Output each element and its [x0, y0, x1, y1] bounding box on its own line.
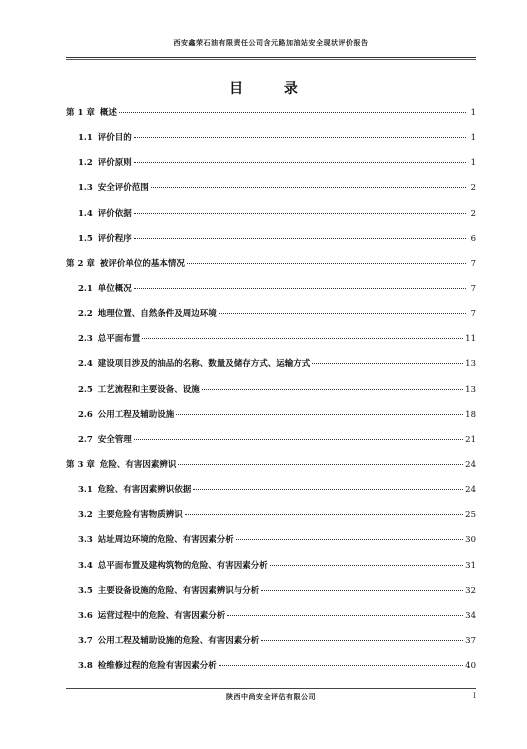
toc-section-entry[interactable] [66, 383, 476, 408]
toc-entry-number: 第 2 章 [66, 258, 95, 269]
toc-leader-dots [261, 590, 463, 591]
toc-entry-page: 34 [465, 610, 476, 621]
toc-entry-number: 2.6 [78, 409, 93, 420]
toc-section-entry[interactable] [66, 307, 476, 332]
toc-entry-title: 评价原则 [97, 158, 132, 169]
toc-section-entry[interactable] [66, 408, 476, 433]
toc-entry-number: 3.3 [78, 535, 93, 546]
toc-leader-dots [219, 665, 463, 666]
toc-title: 目 录 [229, 81, 316, 97]
toc-leader-dots [236, 539, 463, 540]
toc-entry-title: 总平面布置及建构筑物的危险、有害因素分析 [97, 560, 268, 571]
toc-leader-dots [134, 439, 463, 440]
toc-entry-number: 3.2 [78, 510, 93, 521]
toc-entry-title: 总平面布置 [97, 334, 141, 345]
toc-entry-page: 32 [465, 585, 476, 596]
toc-entry-page: 31 [465, 560, 476, 571]
toc-entry-title: 评价程序 [97, 233, 132, 244]
toc-leader-dots [134, 213, 466, 214]
toc-entry-title: 评价目的 [97, 133, 132, 144]
toc-entry-page: 1 [470, 133, 476, 144]
toc-entry-number: 1.5 [78, 233, 93, 244]
toc-entry-title: 被评价单位的基本情况 [99, 258, 185, 269]
toc-section-entry[interactable] [66, 232, 476, 257]
toc-entry-title: 公用工程及辅助设施 [97, 409, 175, 420]
toc-entry-number: 3.8 [78, 661, 93, 672]
toc-leader-dots [142, 338, 463, 339]
toc-leader-dots [134, 288, 466, 289]
toc-entry-title: 检维修过程的危险有害因素分析 [97, 661, 217, 672]
toc-entry-number: 2.2 [78, 309, 93, 320]
toc-leader-dots [193, 489, 463, 490]
toc-chapter-entry[interactable] [66, 257, 476, 282]
toc-entry-page: 21 [465, 434, 476, 445]
toc-chapter-entry[interactable] [66, 458, 476, 483]
toc-entry-title: 评价依据 [97, 208, 132, 219]
toc-entry-page: 6 [470, 233, 476, 244]
toc-section-entry[interactable] [66, 659, 476, 684]
toc-entry-title: 地理位置、自然条件及周边环境 [97, 309, 217, 320]
toc-leader-dots [119, 112, 466, 113]
toc-entry-number: 1.3 [78, 183, 93, 194]
toc-entry-title: 运营过程中的危险、有害因素分析 [97, 610, 226, 621]
toc-section-entry[interactable] [66, 609, 476, 634]
toc-entry-number: 3.4 [78, 560, 93, 571]
toc-section-entry[interactable] [66, 332, 476, 357]
toc-entry-page: 25 [465, 510, 476, 521]
toc-section-entry[interactable] [66, 559, 476, 584]
toc-entry-page: 13 [465, 359, 476, 370]
toc-leader-dots [134, 137, 466, 138]
toc-section-entry[interactable] [66, 131, 476, 156]
toc-leader-dots [219, 313, 466, 314]
toc-entry-title: 站址周边环境的危险、有害因素分析 [97, 535, 234, 546]
toc-entry-number: 3.5 [78, 585, 93, 596]
toc-section-entry[interactable] [66, 483, 476, 508]
toc-entry-page: 24 [465, 459, 476, 470]
toc-entry-number: 2.7 [78, 434, 93, 445]
toc-entry-number: 第 3 章 [66, 459, 95, 470]
toc-entry-title: 主要设备设施的危险、有害因素辨识与分析 [97, 585, 260, 596]
toc-entry-number: 2.5 [78, 384, 93, 395]
toc-leader-dots [151, 187, 466, 188]
toc-leader-dots [312, 363, 463, 364]
toc-leader-dots [261, 640, 463, 641]
toc-entry-number: 第 1 章 [66, 108, 95, 118]
toc-section-entry[interactable] [66, 533, 476, 558]
toc-leader-dots [187, 263, 466, 264]
toc-leader-dots [227, 615, 463, 616]
toc-section-entry[interactable] [66, 357, 476, 382]
toc-entry-number: 3.6 [78, 610, 93, 621]
toc-entry-number: 2.3 [78, 334, 93, 345]
table-of-contents [66, 106, 476, 684]
toc-entry-title: 工艺流程和主要设备、设施 [97, 384, 200, 395]
toc-entry-title: 危险、有害因素辨识 [99, 459, 177, 470]
toc-section-entry[interactable] [66, 508, 476, 533]
header-rule-thin [66, 59, 476, 60]
toc-entry-page: 37 [465, 635, 476, 646]
toc-section-entry[interactable] [66, 181, 476, 206]
toc-entry-title: 单位概况 [97, 283, 132, 294]
toc-entry-page: 1 [470, 108, 476, 118]
toc-section-entry[interactable] [66, 156, 476, 181]
page-footer: 陕西中尚安全评估有限公司 [226, 692, 316, 701]
toc-leader-dots [178, 464, 463, 465]
toc-section-entry[interactable] [66, 282, 476, 307]
toc-entry-number: 1.1 [78, 133, 93, 144]
toc-entry-page: 2 [470, 208, 476, 219]
toc-leader-dots [176, 414, 463, 415]
toc-entry-page: 24 [465, 485, 476, 496]
toc-entry-page: 18 [465, 409, 476, 420]
toc-section-entry[interactable] [66, 207, 476, 232]
toc-entry-number: 1.2 [78, 158, 93, 169]
toc-entry-page: 40 [465, 661, 476, 672]
toc-entry-page: 2 [470, 183, 476, 194]
toc-entry-title: 危险、有害因素辨识依据 [97, 485, 192, 496]
toc-entry-page: 7 [470, 258, 476, 269]
toc-entry-number: 2.4 [78, 359, 93, 370]
toc-leader-dots [270, 565, 463, 566]
toc-entry-title: 安全评价范围 [97, 183, 149, 194]
header-rule [66, 57, 476, 58]
toc-entry-number: 2.1 [78, 283, 93, 294]
toc-entry-title: 公用工程及辅助设施的危险、有害因素分析 [97, 635, 260, 646]
footer-page-number: I [473, 692, 476, 700]
toc-entry-number: 3.7 [78, 635, 93, 646]
toc-leader-dots [134, 238, 466, 239]
toc-entry-page: 13 [465, 384, 476, 395]
toc-section-entry[interactable] [66, 584, 476, 609]
toc-entry-title: 建设项目涉及的油品的名称、数量及储存方式、运输方式 [97, 359, 311, 370]
toc-entry-page: 7 [470, 309, 476, 320]
toc-leader-dots [185, 514, 463, 515]
toc-leader-dots [134, 162, 466, 163]
toc-section-entry[interactable] [66, 634, 476, 659]
page-header: 西安鑫荣石油有限责任公司含元路加油站安全现状评价报告 [173, 38, 369, 47]
toc-entry-title: 主要危险有害物质辨识 [97, 510, 183, 521]
toc-entry-page: 30 [465, 535, 476, 546]
toc-entry-page: 1 [470, 158, 476, 169]
toc-section-entry[interactable] [66, 433, 476, 458]
toc-entry-number: 3.1 [78, 485, 93, 496]
toc-entry-number: 1.4 [78, 208, 93, 219]
footer-rule [66, 688, 476, 689]
toc-entry-title: 概述 [99, 108, 117, 118]
toc-entry-page: 7 [470, 283, 476, 294]
toc-entry-page: 11 [465, 334, 476, 345]
toc-entry-title: 安全管理 [97, 434, 132, 445]
toc-chapter-entry[interactable] [66, 106, 476, 131]
toc-leader-dots [202, 389, 463, 390]
